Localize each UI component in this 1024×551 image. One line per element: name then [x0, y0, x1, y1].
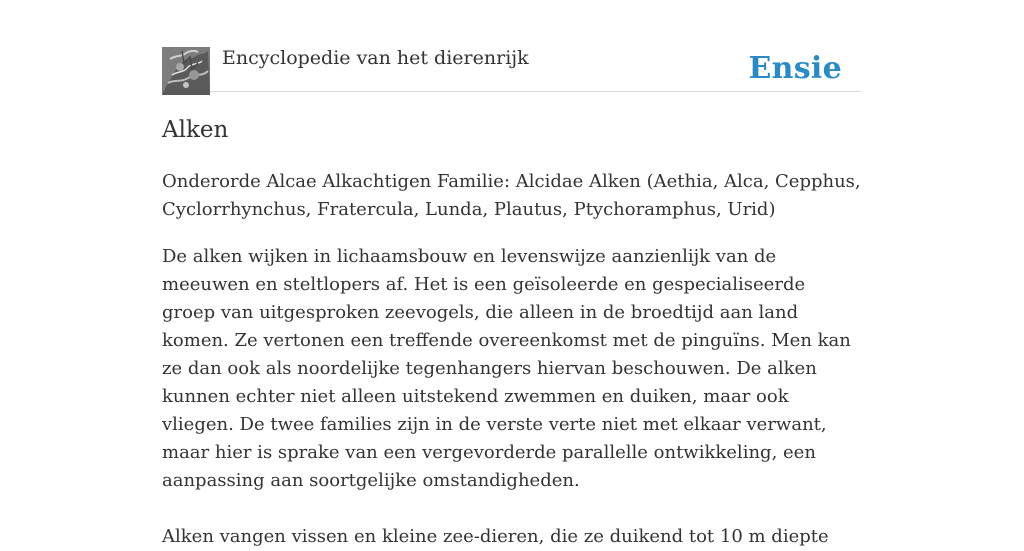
- entry-classification: Onderorde Alcae Alkachtigen Familie: Alcidae Alken (Aethia, Alca, Cepphus, Cyclorrhynchus, Fratercula, Lunda, Plautus, Ptychoramphus, Urid): [162, 171, 861, 220]
- book-cover-icon: [162, 47, 210, 95]
- entry-paragraph: De alken wijken in lichaamsbouw en levenswijze aanzienlijk van de meeuwen en steltlopers af. Het is een geïsoleerde en gespecialiseerde groep van uitgesproken zeevogels, die alleen in de broedtijd aan land komen. Ze vertonen een treffende overeenkomst met de pinguïns. Men kan ze dan ook als noordelijke tegenhangers hiervan beschouwen. De alken kunnen echter niet alleen uitstekend zwemmen en duiken, maar ook vliegen. De twee families zijn in de verste verte niet met elkaar verwant, maar hier is sprake van een vergevorderde parallelle ontwikkeling, een aanpassing aan soortgelijke omstandigheden.: [162, 246, 851, 491]
- entry-title: Alken: [162, 117, 229, 143]
- entry-content: [162, 114, 862, 551]
- entry-paragraph: Alken vangen vissen en kleine zee-dieren, die ze duikend tot 10 m diepte: [162, 526, 829, 547]
- book-title[interactable]: Encyclopedie van het dierenrijk: [222, 47, 529, 69]
- book-cover-avatar[interactable]: [162, 47, 210, 95]
- header: [162, 0, 862, 92]
- brand-logo[interactable]: Ensie: [748, 51, 842, 86]
